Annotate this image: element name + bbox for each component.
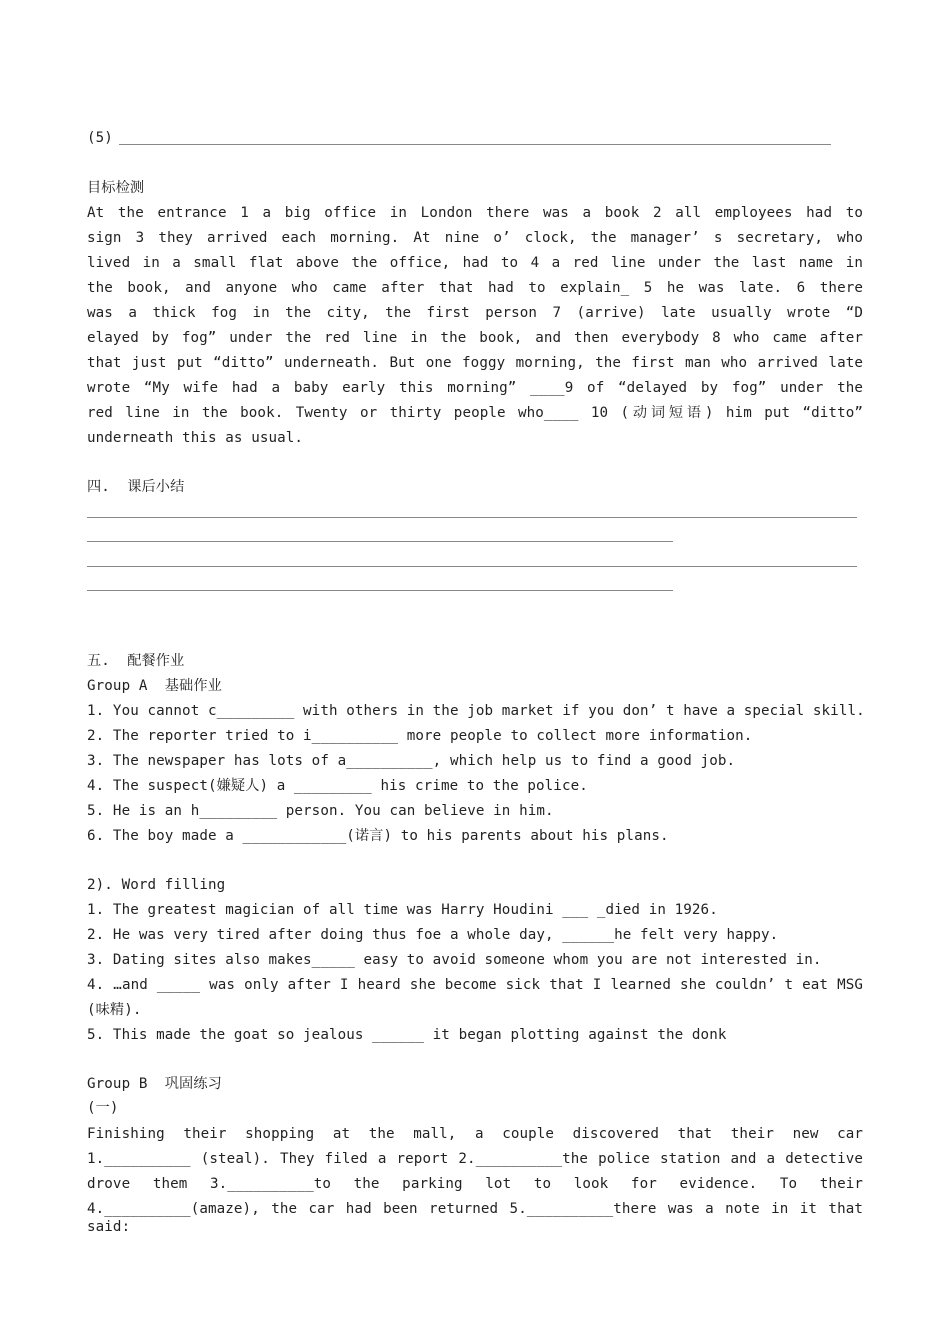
passage-line: underneath this as usual. bbox=[87, 430, 304, 446]
passage-line: red line in the book. Twenty or thirty people who____ 10 (动词短语) him put “ditto” bbox=[87, 405, 863, 421]
passage-line: was a thick fog in the city, the first person 7 (arrive) late usually wrote “D bbox=[87, 305, 863, 321]
group-a-item: 4. The suspect(嫌疑人) a _________ his crime to the police. bbox=[87, 778, 588, 794]
group-a-title: Group A 基础作业 bbox=[87, 678, 222, 694]
passage-line: At the entrance 1 a big office in London there was a book 2 all employees had to bbox=[87, 205, 863, 221]
passage-line: elayed by fog” under the red line in the book, and then everybody 8 who came after bbox=[87, 330, 863, 346]
summary-answer-line[interactable] bbox=[87, 566, 857, 567]
group-b-passage-line: drove them 3.__________to the parking lot to look for evidence. To their bbox=[87, 1176, 863, 1192]
word-filling-item: 1. The greatest magician of all time was Harry Houdini ___ _died in 1926. bbox=[87, 902, 718, 918]
word-filling-item-continued: (味精). bbox=[87, 1002, 142, 1018]
passage-line: the book, and anyone who came after that had to explain_ 5 he was late. 6 there bbox=[87, 280, 863, 296]
group-b-passage-line: Finishing their shopping at the mall, a couple discovered that their new car bbox=[87, 1126, 863, 1142]
item-5-answer-line[interactable] bbox=[119, 144, 831, 145]
group-a-item: 6. The boy made a ____________(诺言) to his parents about his plans. bbox=[87, 828, 669, 844]
passage-line: lived in a small flat above the office, had to 4 a red line under the last name in bbox=[87, 255, 863, 271]
group-a-item: 3. The newspaper has lots of a__________, which help us to find a good job. bbox=[87, 753, 736, 769]
passage-line: that just put “ditto” underneath. But one foggy morning, the first man who arrived late bbox=[87, 355, 863, 371]
group-a-item: 5. He is an h_________ person. You can believe in him. bbox=[87, 803, 554, 819]
passage-line: wrote “My wife had a baby early this morning” ____9 of “delayed by fog” under the bbox=[87, 380, 863, 396]
passage-line: sign 3 they arrived each morning. At nine o’ clock, the manager’ s secretary, who bbox=[87, 230, 863, 246]
summary-answer-line[interactable] bbox=[87, 541, 673, 542]
word-filling-item: 2. He was very tired after doing thus foe a whole day, ______he felt very happy. bbox=[87, 927, 779, 943]
group-b-subsection: (一) bbox=[87, 1100, 119, 1116]
group-a-item: 2. The reporter tried to i__________ more people to collect more information. bbox=[87, 728, 753, 744]
word-filling-item: 4. …and _____ was only after I heard she become sick that I learned she couldn’ t eat MSG bbox=[87, 977, 863, 993]
word-filling-item: 5. This made the goat so jealous ______ it began plotting against the donk bbox=[87, 1027, 727, 1043]
summary-answer-line[interactable] bbox=[87, 590, 673, 591]
homework-heading: 五. 配餐作业 bbox=[87, 653, 185, 669]
group-a-item: 1. You cannot c_________ with others in the job market if you don’ t have a special skill. bbox=[87, 703, 865, 719]
group-b-passage-line: 4.__________(amaze), the car had been returned 5.__________there was a note in it that said: bbox=[87, 1201, 863, 1235]
item-5-label: (5) bbox=[87, 130, 113, 146]
group-b-title: Group B 巩固练习 bbox=[87, 1076, 222, 1092]
summary-answer-line[interactable] bbox=[87, 517, 857, 518]
target-test-heading: 目标检测 bbox=[87, 180, 145, 196]
word-filling-item: 3. Dating sites also makes_____ easy to avoid someone whom you are not interested in. bbox=[87, 952, 822, 968]
word-filling-title: 2). Word filling bbox=[87, 877, 226, 893]
group-b-passage-line: 1.__________ (steal). They filed a report 2.__________the police station and a detective bbox=[87, 1151, 863, 1167]
summary-heading: 四. 课后小结 bbox=[87, 479, 185, 495]
